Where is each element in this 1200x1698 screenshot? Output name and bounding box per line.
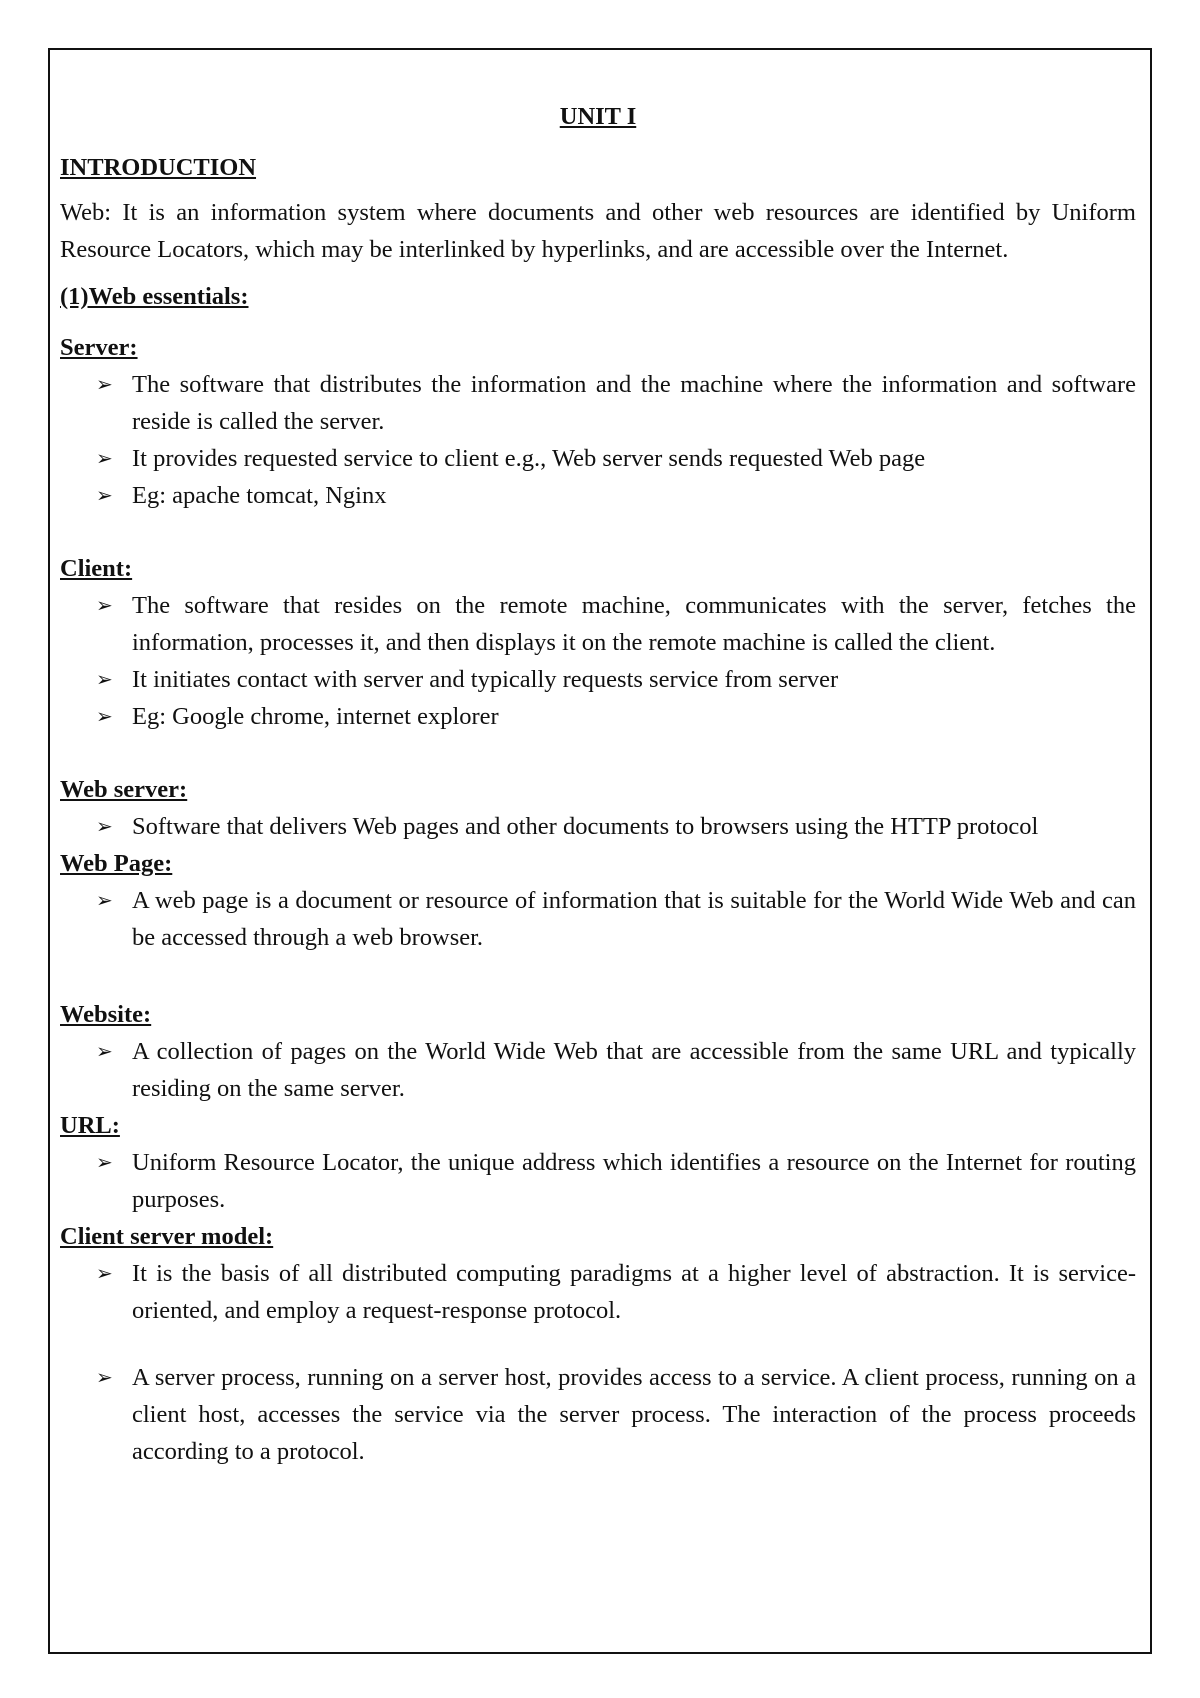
server-heading: Server: xyxy=(60,334,138,361)
web-server-list xyxy=(60,808,1136,845)
list-item: ➢ It provides requested service to client e.g., Web server sends requested Web page xyxy=(60,440,1136,477)
client-heading: Client: xyxy=(60,555,133,582)
list-item: ➢ A server process, running on a server host, provides access to a service. A client process, running on a client host, accesses the service via the server process. The interaction of the process proceeds according to a protocol. xyxy=(60,1359,1136,1470)
web-essentials-heading: (1)Web essentials: xyxy=(60,283,249,310)
server-list xyxy=(60,366,1136,514)
arrow-bullet-icon: ➢ xyxy=(96,372,113,396)
arrow-bullet-icon: ➢ xyxy=(96,483,113,507)
list-item: ➢ A web page is a document or resource of information that is suitable for the World Wide Web and can be accessed through a web browser. xyxy=(60,882,1136,956)
website-heading: Website: xyxy=(60,1001,152,1028)
client-server-model-list xyxy=(60,1255,1136,1470)
document-body xyxy=(60,98,1136,1470)
arrow-bullet-icon: ➢ xyxy=(96,667,113,691)
arrow-bullet-icon: ➢ xyxy=(96,1039,113,1063)
arrow-bullet-icon: ➢ xyxy=(96,1365,113,1389)
client-list xyxy=(60,587,1136,735)
list-item: ➢ Eg: Google chrome, internet explorer xyxy=(60,698,1136,735)
arrow-bullet-icon: ➢ xyxy=(96,593,113,617)
list-item: ➢ The software that distributes the information and the machine where the information and software reside is called the server. xyxy=(60,366,1136,440)
unit-title: UNIT I xyxy=(559,103,637,130)
client-server-model-heading: Client server model: xyxy=(60,1223,274,1250)
arrow-bullet-icon: ➢ xyxy=(96,1150,113,1174)
intro-paragraph: Web: It is an information system where documents and other web resources are identified by Uniform Resource Locators, which may be interlinked by hyperlinks, and are accessible over the Internet. xyxy=(60,199,1136,263)
url-heading: URL: xyxy=(60,1112,120,1139)
url-list xyxy=(60,1144,1136,1218)
arrow-bullet-icon: ➢ xyxy=(96,704,113,728)
list-item: ➢ A collection of pages on the World Wide Web that are accessible from the same URL and typically residing on the same server. xyxy=(60,1033,1136,1107)
list-item: ➢ The software that resides on the remote machine, communicates with the server, fetches the information, processes it, and then displays it on the remote machine is called the client. xyxy=(60,587,1136,661)
website-list xyxy=(60,1033,1136,1107)
list-item: ➢ It initiates contact with server and typically requests service from server xyxy=(60,661,1136,698)
list-item: ➢ Uniform Resource Locator, the unique address which identifies a resource on the Internet for routing purposes. xyxy=(60,1144,1136,1218)
arrow-bullet-icon: ➢ xyxy=(96,446,113,470)
arrow-bullet-icon: ➢ xyxy=(96,1261,113,1285)
list-item: ➢ Eg: apache tomcat, Nginx xyxy=(60,477,1136,514)
arrow-bullet-icon: ➢ xyxy=(96,888,113,912)
web-page-list xyxy=(60,882,1136,956)
list-item: ➢ It is the basis of all distributed computing paradigms at a higher level of abstraction. It is service-oriented, and employ a request-response protocol. xyxy=(60,1255,1136,1329)
web-page-heading: Web Page: xyxy=(60,850,173,877)
arrow-bullet-icon: ➢ xyxy=(96,814,113,838)
intro-heading: INTRODUCTION xyxy=(60,154,257,181)
web-server-heading: Web server: xyxy=(60,776,188,803)
list-item: ➢ Software that delivers Web pages and other documents to browsers using the HTTP protocol xyxy=(60,808,1136,845)
